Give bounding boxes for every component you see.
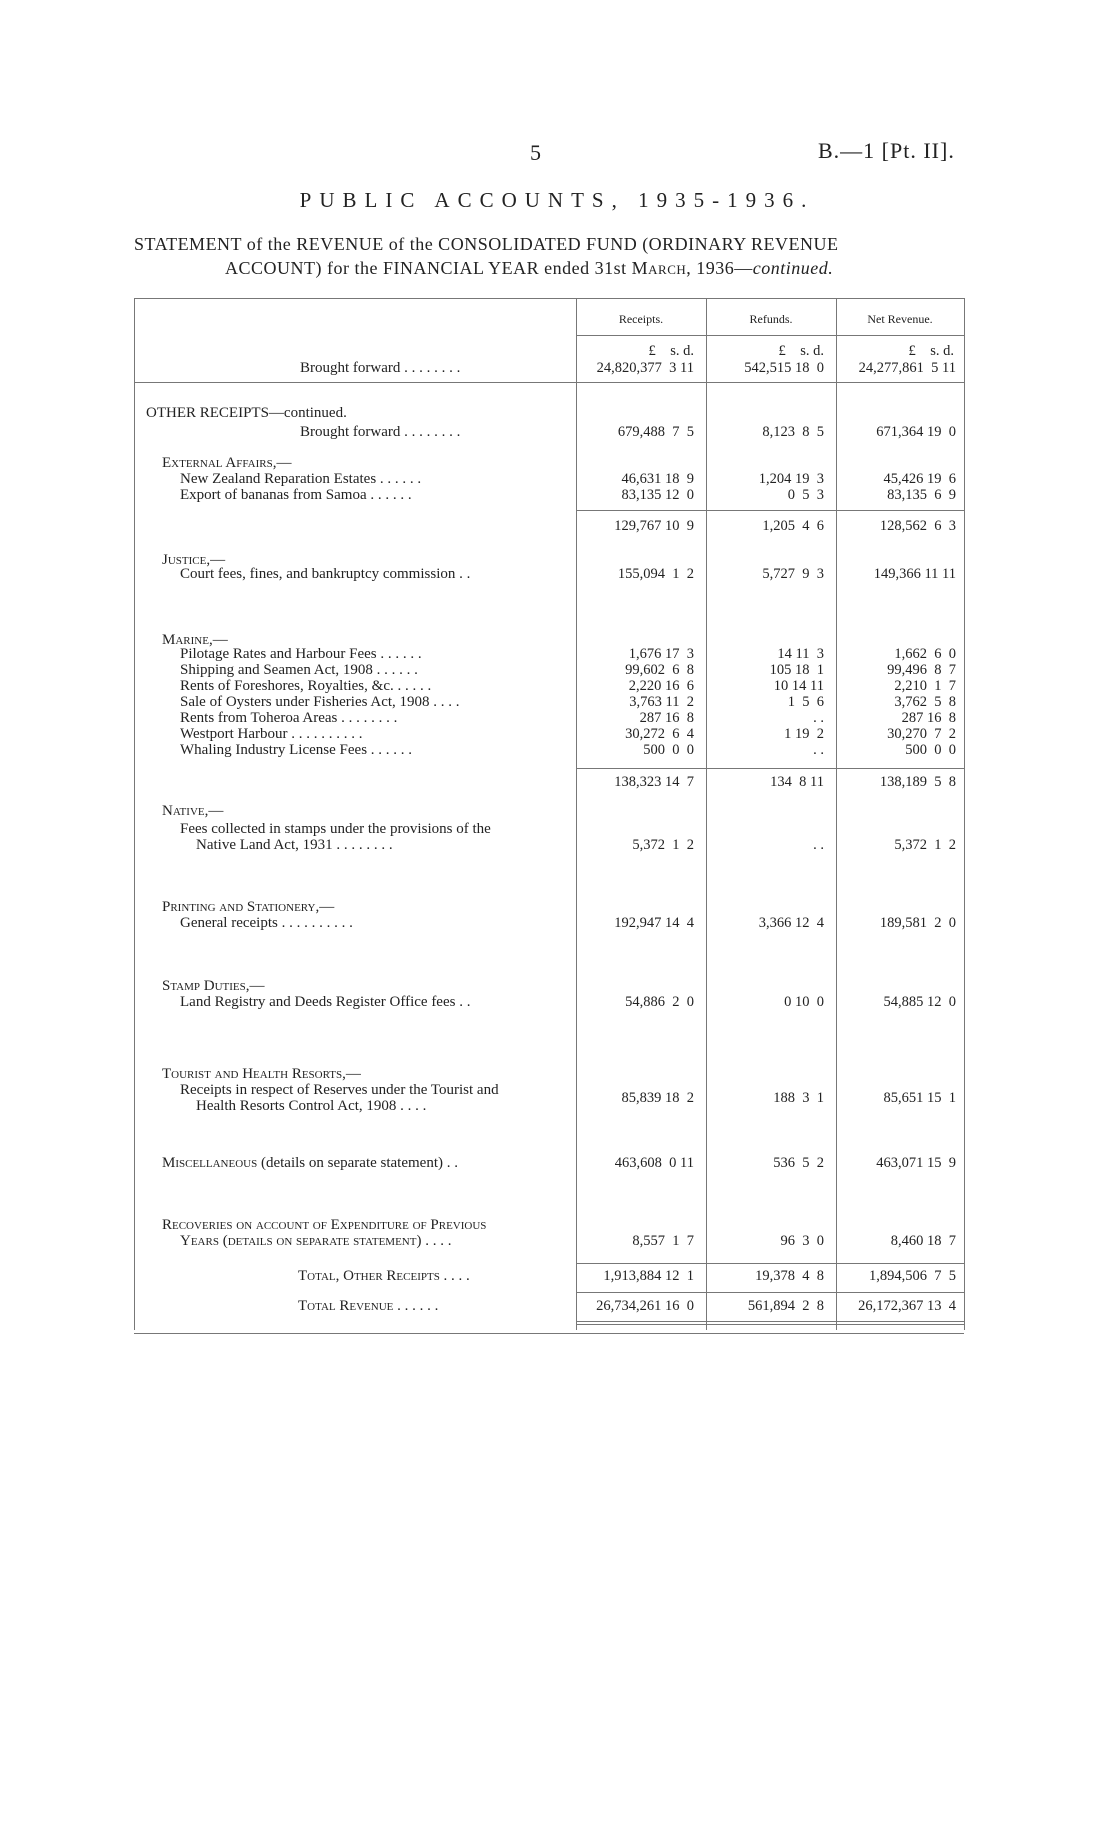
refunds-value: 96 3 0 <box>780 1233 824 1249</box>
refunds-value: . . <box>813 710 824 726</box>
net-value: 8,460 18 7 <box>890 1233 956 1249</box>
section-heading: OTHER RECEIPTS—continued. <box>146 405 347 421</box>
refunds-subtotal: 1,205 4 6 <box>762 518 824 534</box>
refunds-value: 1 5 6 <box>787 694 824 710</box>
row-label: Sale of Oysters under Fisheries Act, 1908 . . . . <box>180 694 460 710</box>
receipts-total: 1,913,884 12 1 <box>603 1268 694 1284</box>
row-label: Years (details on separate statement) . . . . <box>180 1233 452 1249</box>
row-label: Court fees, fines, and bankruptcy commission . . <box>180 566 471 582</box>
refunds-value: . . <box>813 837 824 853</box>
total-rule <box>576 1321 964 1322</box>
total-rule <box>576 1324 964 1325</box>
net-total: 1,894,506 7 5 <box>869 1268 956 1284</box>
refunds-value: 10 14 11 <box>773 678 824 694</box>
section-heading: Stamp Duties,— <box>162 978 265 994</box>
net-value: 3,762 5 8 <box>894 694 956 710</box>
net-subtotal: 128,562 6 3 <box>879 518 956 534</box>
net-value: 463,071 15 9 <box>876 1155 956 1171</box>
refunds-value: . . <box>813 742 824 758</box>
net-value: 189,581 2 0 <box>879 915 956 931</box>
net-value: 149,366 11 11 <box>873 566 956 582</box>
section-heading: External Affairs,— <box>162 455 292 471</box>
net-value: 45,426 19 6 <box>883 471 956 487</box>
statement-subtitle-line1: STATEMENT of the REVENUE of the CONSOLIDATED FUND (ORDINARY REVENUE <box>134 234 839 254</box>
subtotal-rule <box>576 510 964 511</box>
receipts-value: 192,947 14 4 <box>614 915 694 931</box>
subtitle-month: March <box>631 258 687 278</box>
net-value: 671,364 19 0 <box>876 424 956 440</box>
net-value: 24,277,861 5 11 <box>858 360 956 376</box>
net-value: 54,885 12 0 <box>883 994 956 1010</box>
units-net: £ s. d. <box>908 343 954 359</box>
receipts-value: 1,676 17 3 <box>628 646 694 662</box>
receipts-value: 155,094 1 2 <box>617 566 694 582</box>
misc-label-sc: Miscellaneous <box>162 1155 258 1171</box>
net-value: 2,210 1 7 <box>894 678 956 694</box>
receipts-value: 3,763 11 2 <box>629 694 694 710</box>
col-divider <box>706 298 707 1330</box>
receipts-value: 463,608 0 11 <box>614 1155 694 1171</box>
receipts-value: 679,488 7 5 <box>617 424 694 440</box>
subtitle-part: , 1936— <box>686 258 753 278</box>
row-label: Land Registry and Deeds Register Office fees . . <box>180 994 471 1010</box>
receipts-subtotal: 138,323 14 7 <box>614 774 694 790</box>
section-rule <box>134 382 964 383</box>
page-title: PUBLIC ACCOUNTS, 1935-1936. <box>299 188 815 212</box>
receipts-value: 8,557 1 7 <box>632 1233 694 1249</box>
row-label: New Zealand Reparation Estates . . . . . . <box>180 471 422 487</box>
table-right-rule <box>964 298 965 1330</box>
row-label: Brought forward . . . . . . . . <box>300 360 461 376</box>
net-value: 30,270 7 2 <box>887 726 956 742</box>
statement-subtitle-line2 <box>225 258 833 279</box>
net-value: 99,496 8 7 <box>887 662 956 678</box>
row-label: Shipping and Seamen Act, 1908 . . . . . . <box>180 662 418 678</box>
refunds-value: 14 11 3 <box>777 646 824 662</box>
row-label: Recoveries on account of Expenditure of Previous <box>162 1217 487 1233</box>
net-value: 1,662 6 0 <box>894 646 956 662</box>
receipts-value: 83,135 12 0 <box>621 487 694 503</box>
net-value: 5,372 1 2 <box>894 837 956 853</box>
row-label: Native Land Act, 1931 . . . . . . . . <box>196 837 393 853</box>
total-other-receipts-label: Total, Other Receipts . . . . <box>298 1268 470 1284</box>
total-revenue-label: Total Revenue . . . . . . <box>298 1298 439 1314</box>
receipts-value: 30,272 6 4 <box>625 726 694 742</box>
refunds-grand-total: 561,894 2 8 <box>747 1298 824 1314</box>
section-heading: Marine,— <box>162 632 228 648</box>
subtotal-rule <box>576 1292 964 1293</box>
subtotal-rule <box>576 1263 964 1264</box>
document-reference: B.—1 [Pt. II]. <box>818 138 955 163</box>
refunds-subtotal: 134 8 11 <box>770 774 824 790</box>
refunds-value: 542,515 18 0 <box>744 360 824 376</box>
page-number: 5 <box>530 140 541 165</box>
receipts-value: 85,839 18 2 <box>621 1090 694 1106</box>
receipts-value: 500 0 0 <box>643 742 694 758</box>
table-bottom-rule <box>134 1333 964 1334</box>
refunds-value: 105 18 1 <box>769 662 824 678</box>
table-top-rule <box>134 298 964 299</box>
subtitle-continued: continued. <box>752 258 834 278</box>
units-receipts: £ s. d. <box>648 343 694 359</box>
section-heading: Printing and Stationery,— <box>162 899 335 915</box>
refunds-value: 0 5 3 <box>787 487 824 503</box>
row-label: Westport Harbour . . . . . . . . . . <box>180 726 363 742</box>
refunds-value: 5,727 9 3 <box>762 566 824 582</box>
receipts-value: 46,631 18 9 <box>621 471 694 487</box>
net-value: 85,651 15 1 <box>883 1090 956 1106</box>
refunds-value: 3,366 12 4 <box>758 915 824 931</box>
net-value: 500 0 0 <box>905 742 956 758</box>
col-divider <box>576 298 577 1330</box>
row-label: Rents of Foreshores, Royalties, &c. . . . . . <box>180 678 432 694</box>
row-label: Health Resorts Control Act, 1908 . . . . <box>196 1098 427 1114</box>
row-label: Brought forward . . . . . . . . <box>300 424 461 440</box>
row-label-miscellaneous <box>162 1155 458 1172</box>
row-label: Whaling Industry License Fees . . . . . . <box>180 742 413 758</box>
receipts-value: 54,886 2 0 <box>625 994 694 1010</box>
receipts-subtotal: 129,767 10 9 <box>614 518 694 534</box>
row-label: Rents from Toheroa Areas . . . . . . . . <box>180 710 398 726</box>
row-label: Pilotage Rates and Harbour Fees . . . . . . <box>180 646 422 662</box>
misc-label-rest: (details on separate statement) . . <box>257 1155 458 1171</box>
units-refunds: £ s. d. <box>778 343 824 359</box>
col-header-receipts: Receipts. <box>618 312 664 326</box>
receipts-value: 99,602 6 8 <box>625 662 694 678</box>
col-header-refunds: Refunds. <box>749 312 793 326</box>
refunds-total: 19,378 4 8 <box>755 1268 824 1284</box>
net-grand-total: 26,172,367 13 4 <box>858 1298 956 1314</box>
net-value: 83,135 6 9 <box>887 487 956 503</box>
subtitle-part: ACCOUNT) for the FINANCIAL YEAR ended 31st <box>225 258 632 278</box>
receipts-value: 2,220 16 6 <box>628 678 694 694</box>
section-heading: Tourist and Health Resorts,— <box>162 1066 361 1082</box>
receipts-value: 24,820,377 3 11 <box>596 360 694 376</box>
net-subtotal: 138,189 5 8 <box>879 774 956 790</box>
refunds-value: 536 5 2 <box>773 1155 824 1171</box>
refunds-value: 8,123 8 5 <box>762 424 824 440</box>
refunds-value: 0 10 0 <box>784 994 824 1010</box>
receipts-value: 287 16 8 <box>639 710 694 726</box>
refunds-value: 1 19 2 <box>784 726 824 742</box>
receipts-grand-total: 26,734,261 16 0 <box>596 1298 694 1314</box>
refunds-value: 188 3 1 <box>773 1090 824 1106</box>
row-label: Fees collected in stamps under the provisions of the <box>180 821 491 837</box>
row-label: General receipts . . . . . . . . . . <box>180 915 353 931</box>
header-rule <box>576 335 964 336</box>
section-heading: Justice,— <box>162 552 226 568</box>
col-divider <box>836 298 837 1330</box>
subtotal-rule <box>576 768 964 769</box>
table-left-rule <box>134 298 135 1330</box>
row-label: Export of bananas from Samoa . . . . . . <box>180 487 412 503</box>
section-heading: Native,— <box>162 803 224 819</box>
net-value: 287 16 8 <box>901 710 956 726</box>
row-label: Receipts in respect of Reserves under the Tourist and <box>180 1082 499 1098</box>
receipts-value: 5,372 1 2 <box>632 837 694 853</box>
col-header-net-revenue: Net Revenue. <box>867 312 933 326</box>
refunds-value: 1,204 19 3 <box>758 471 824 487</box>
